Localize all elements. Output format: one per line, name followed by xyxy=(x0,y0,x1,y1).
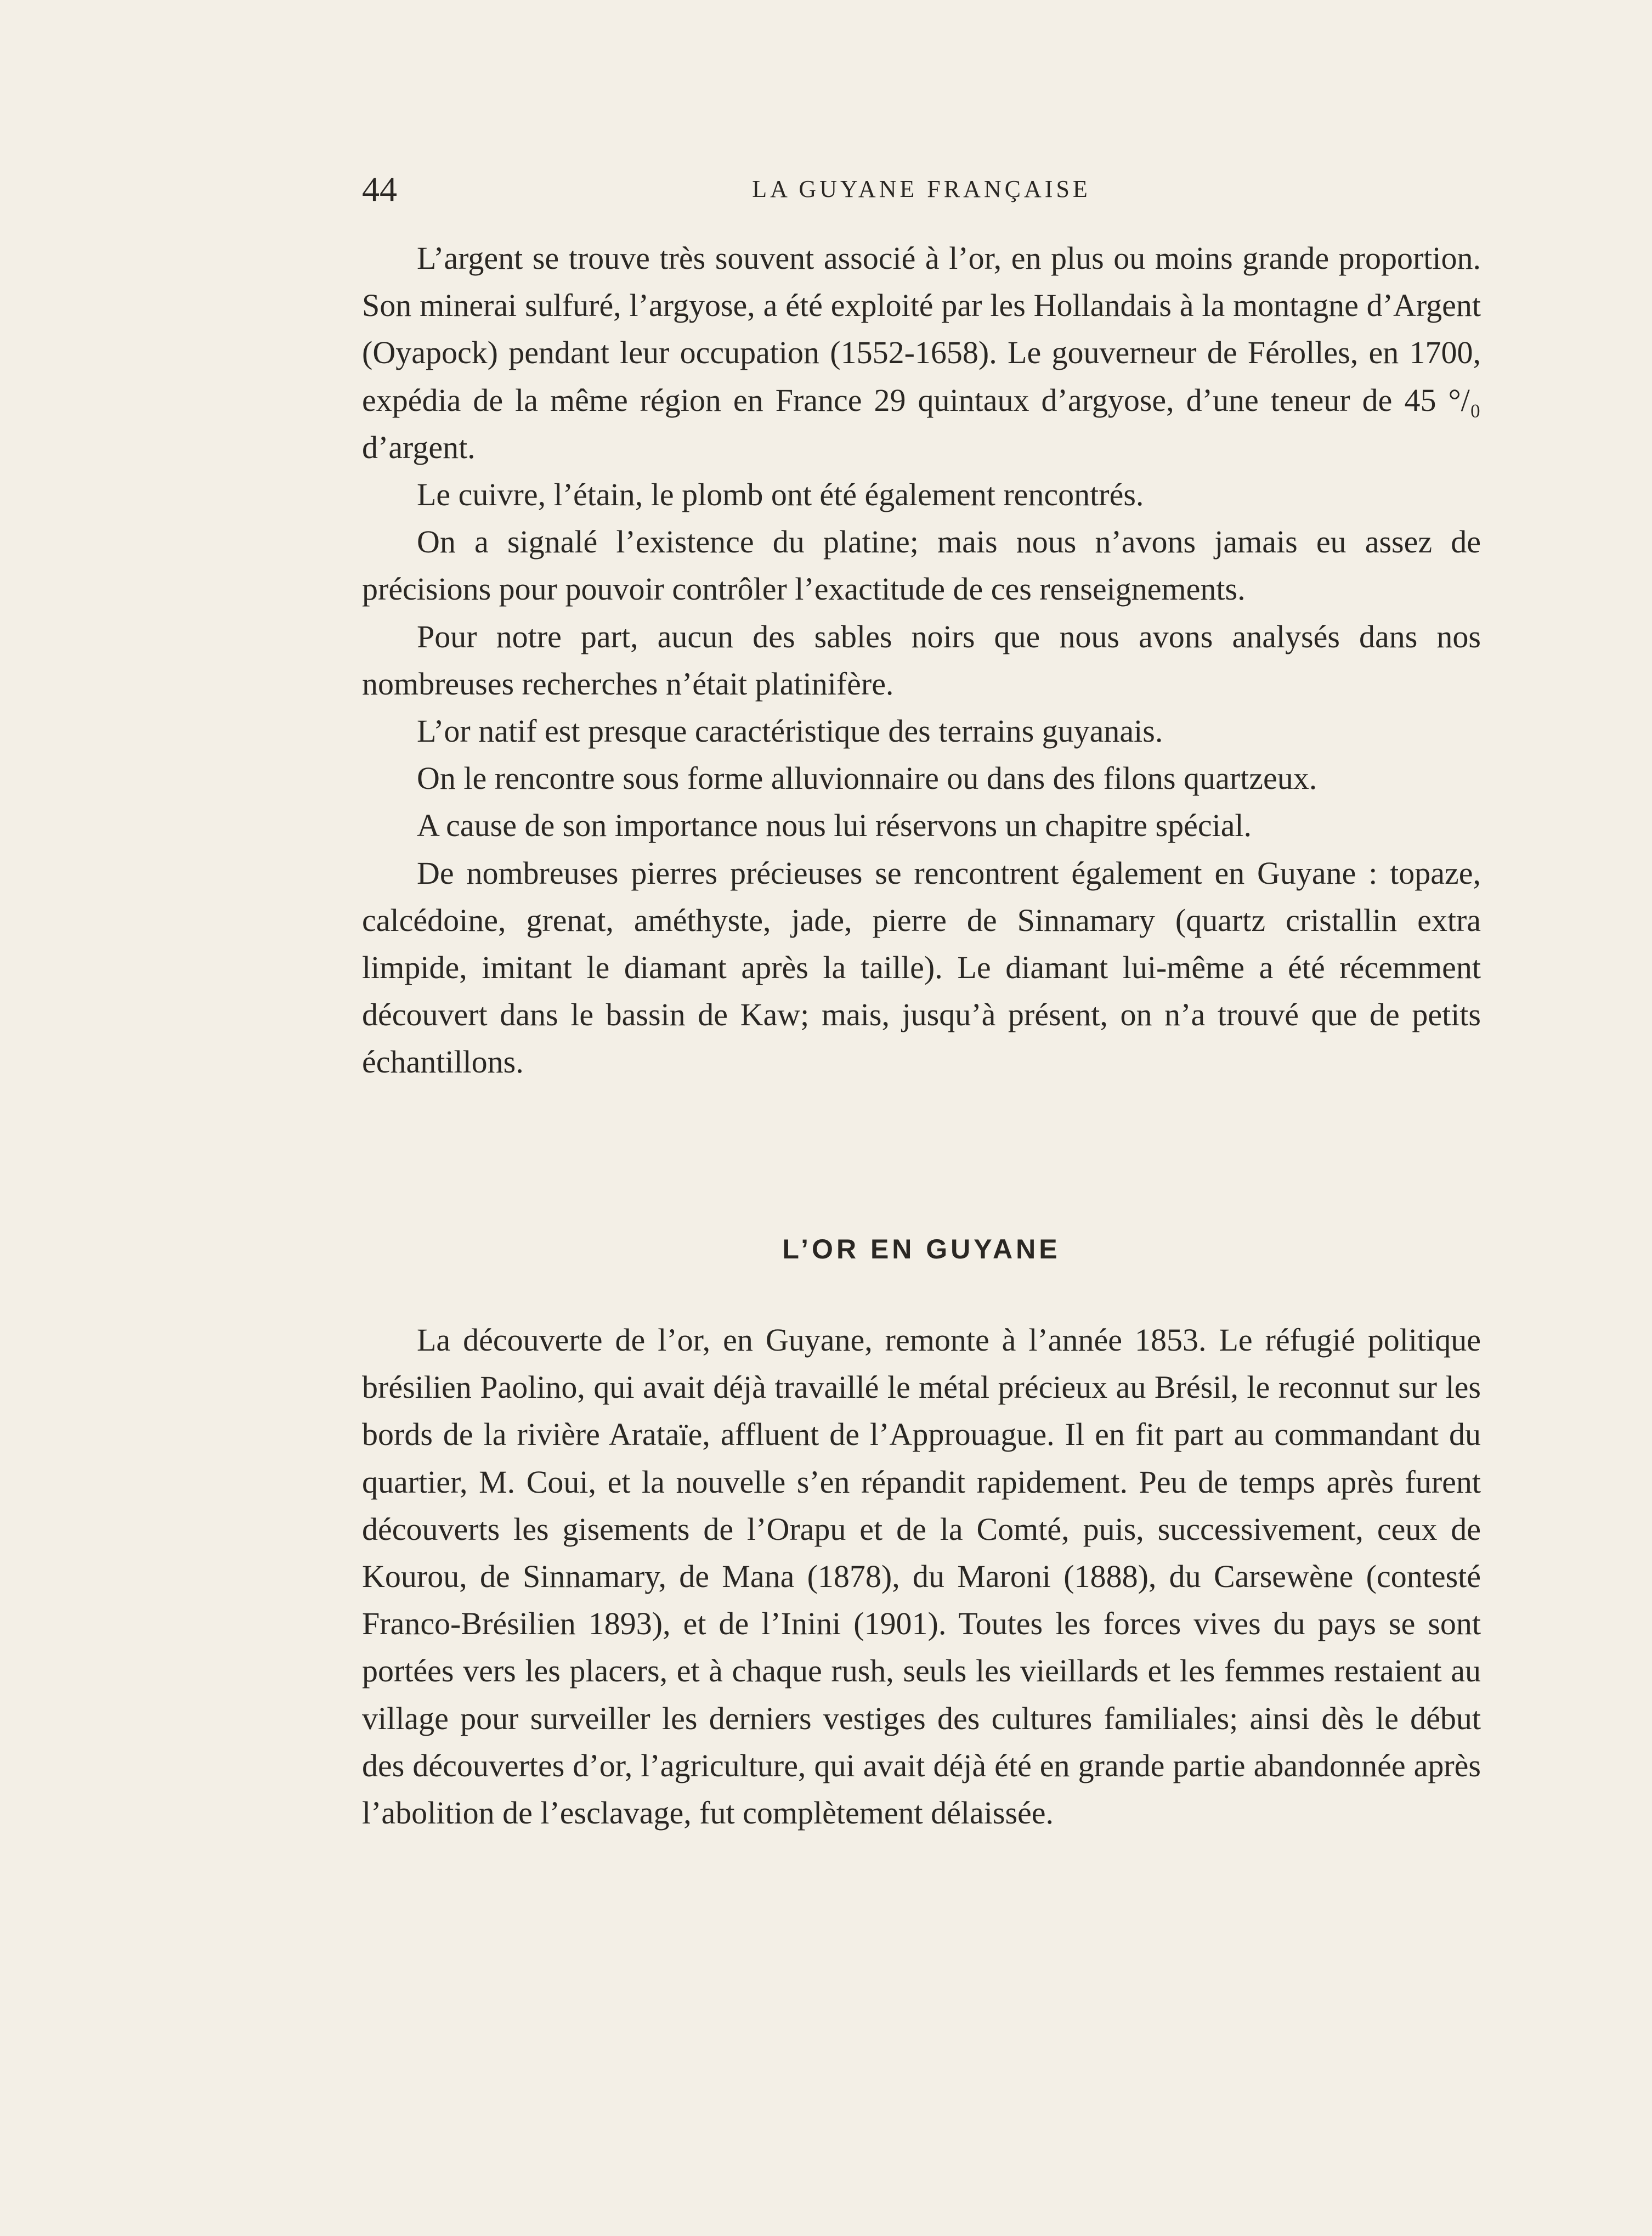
section-minerals xyxy=(362,235,1481,1086)
paragraph: On le rencontre sous forme alluvionnaire ou dans des filons quartzeux. xyxy=(417,760,1317,797)
paragraph: On a signalé l’existence du platine; mais nous n’avons jamais eu assez de précisions pour pouvoir contrôler l’exactitude de ces renseignements. xyxy=(362,524,1481,607)
section-heading: L’OR EN GUYANE xyxy=(782,1234,1061,1264)
running-title: LA GUYANE FRANÇAISE xyxy=(752,176,1091,202)
page-header xyxy=(362,165,1481,214)
section-gold xyxy=(362,1317,1481,1837)
paragraph: La découverte de l’or, en Guyane, remonte à l’année 1853. Le réfugié politique brésilien Paolino, qui avait déjà travaillé le métal précieux au Brésil, le reconnut sur les bords de la rivière Arataïe, affluent de l’Approuague. Il en fit part au commandant du quartier, M. Coui, et la nouvelle s’en répandit rapidement. Peu de temps après furent découverts les gisements de l’Orapu et de la Comté, puis, successivement, ceux de Kourou, de Sinnamary, de Mana (1878), du Maroni (1888), du Carsewène (contesté Franco-Brésilien 1893), et de l’Inini (1901). Toutes les forces vives du pays se sont portées vers les placers, et à chaque rush, seuls les vieillards et les femmes restaient au village pour surveiller les derniers vestiges des cultures familiales; ainsi dès le début des découvertes d’or, l’agriculture, qui avait déjà été en grande partie abandonnée après l’abolition de l’esclavage, fut complètement délaissée. xyxy=(362,1322,1481,1831)
paragraph: De nombreuses pierres précieuses se rencontrent également en Guyane : topaze, calcédoine, grenat, améthyste, jade, pierre de Sinnamary (quartz cristallin extra limpide, imitant le diamant après la taille). Le diamant lui-même a été récemment découvert dans le bassin de Kaw; mais, jusqu’à présent, on n’a trouvé que de petits échantillons. xyxy=(362,855,1481,1080)
paragraph: A cause de son importance nous lui réservons un chapitre spécial. xyxy=(417,808,1252,844)
paragraph: L’or natif est presque caractéristique des terrains guyanais. xyxy=(417,713,1163,749)
paragraph: Pour notre part, aucun des sables noirs que nous avons analysés dans nos nombreuses recherches n’était platinifère. xyxy=(362,618,1481,702)
page-number: 44 xyxy=(362,170,397,208)
paragraph: Le cuivre, l’étain, le plomb ont été également rencontrés. xyxy=(417,477,1144,513)
paragraph: L’argent se trouve très souvent associé à l’or, en plus ou moins grande proportion. Son minerai sulfuré, l’argyose, a été exploité par les Hollandais à la montagne d’Argent (Oyapock) pendant leur occupation (1552-1658). Le gouverneur de Férolles, en 1700, expédia de la même région en France 29 quintaux d’argyose, d’une teneur de 45 °/₀ d’argent. xyxy=(362,240,1481,465)
